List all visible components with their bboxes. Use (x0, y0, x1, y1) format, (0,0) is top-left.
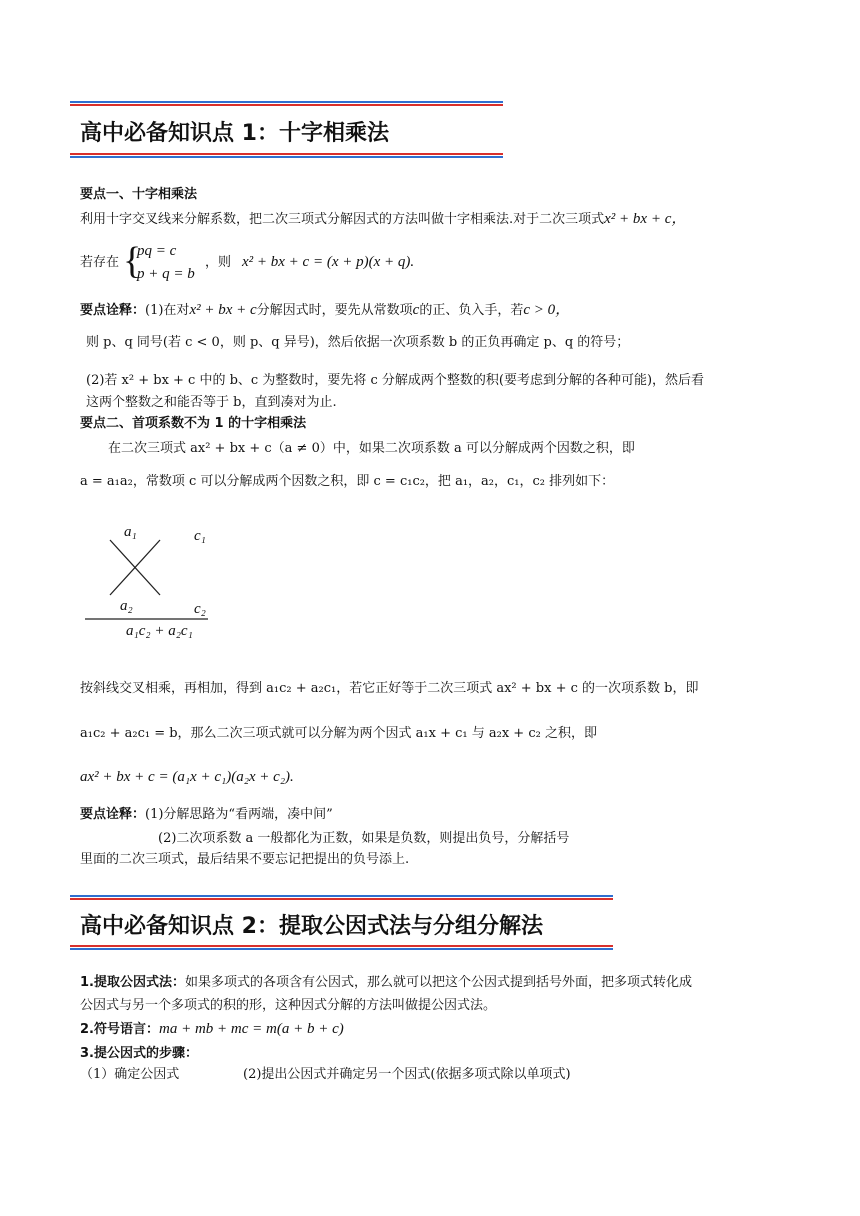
note3-line1 (80, 806, 333, 824)
diagram-a1: a₁ (124, 524, 137, 540)
note1-expr: x² + bx + c (189, 302, 257, 318)
note3-line3: 里面的二次三项式，最后结果不要忘记把提出的负号添上. (80, 852, 410, 867)
note1-e: c > 0， (523, 302, 571, 318)
item1-line2: 公因式与另一个多项式的积的形，这种因式分解的方法叫做提公因式法。 (80, 998, 497, 1013)
note1-line2: 则 p、q 同号(若 c < 0，则 p、q 异号)，然后依据一次项系数 b 的正负再确定 p、q 的符号； (86, 335, 630, 350)
item1-label: 1.提取公因式法： (80, 975, 185, 990)
system-eq2: p + q = b (137, 266, 195, 282)
step2: (2)提出公因式并确定另一个因式(依据多项式除以单项式) (243, 1067, 571, 1082)
note1-line1 (80, 301, 570, 320)
item1-line1 (80, 974, 692, 992)
note2-line1: (2)若 x² + bx + c 中的 b、c 为整数时，要先将 c 分解成两个整数的积(要考虑到分解的各种可能)，然后看 (86, 373, 705, 388)
step1: （1）确定公因式 (80, 1067, 180, 1082)
note1-a: (1)在对 (145, 303, 190, 318)
item2-line (80, 1020, 344, 1039)
point1-line1-text: 利用十字交叉线来分解系数，把二次三项式分解因式的方法叫做十字相乘法.对于二次三项式 (80, 212, 605, 227)
note3-label: 要点诠释： (80, 807, 146, 822)
cross-line1: 按斜线交叉相乘，再相加，得到 a₁c₂ + a₂c₁，若它正好等于二次三项式 ax² + bx + c 的一次项系数 b，即 (80, 681, 699, 696)
system-eq1: pq = c (137, 243, 177, 259)
note1-b: 分解因式时，要先从常数项 (256, 303, 413, 318)
point2-line2: a = a₁a₂，常数项 c 可以分解成两个因数之积，即 c = c₁c₂，把 a₁，a₂，c₁，c₂ 排列如下： (80, 474, 615, 489)
cross-line2: a₁c₂ + a₂c₁ = b，那么二次三项式就可以分解为两个因式 a₁x + c₁ 与 a₂x + c₂ 之积，即 (80, 726, 597, 741)
point2-heading: 要点二、首项系数不为 1 的十字相乘法 (80, 416, 307, 431)
diagram-c2: c₂ (194, 601, 206, 617)
title-bar-bottom (70, 153, 503, 158)
note1-c: c (412, 302, 420, 318)
item3-label: 3.提公因式的步骤： (80, 1046, 198, 1061)
note3-line2: (2)二次项系数 a 一般都化为正数，如果是负数，则提出负号，分解括号 (158, 831, 570, 846)
cross-line3: ax² + bx + c = (a₁x + c₁)(a₂x + c₂). (80, 769, 294, 785)
section2-title: 高中必备知识点 2：提取公因式法与分组分解法 (80, 914, 543, 939)
note-label: 要点诠释： (80, 303, 146, 318)
point1-exist-label: 若存在 (80, 255, 120, 270)
title2-bar-bottom (70, 945, 613, 950)
title-bar-top (70, 101, 503, 106)
point1-line1 (80, 210, 686, 229)
section1-title: 高中必备知识点 1：十字相乘法 (80, 121, 389, 146)
note1-d: 的正、负入手，若 (419, 303, 524, 318)
factor-result: x² + bx + c = (x + p)(x + q). (242, 254, 415, 270)
item2-expr: ma + mb + mc = m(a + b + c) (158, 1021, 344, 1037)
note2-line2: 这两个整数之和能否等于 b，直到凑对为止. (86, 395, 337, 410)
point1-heading: 要点一、十字相乘法 (80, 187, 198, 202)
point2-line1: 在二次三项式 ax² + bx + c（a ≠ 0）中，如果二次项系数 a 可以分解成两个因数之积，即 (108, 441, 635, 456)
then-label: ，则 (205, 255, 232, 270)
diagram-sum: a₁c₂ + a₂c₁ (126, 623, 193, 639)
system-brace: { (123, 240, 142, 282)
point1-line1-expr: x² + bx + c， (604, 211, 687, 227)
diagram-a2: a₂ (120, 598, 133, 614)
item1-text: 如果多项式的各项含有公因式，那么就可以把这个公因式提到括号外面，把多项式转化成 (184, 975, 692, 990)
item2-label: 2.符号语言： (80, 1022, 159, 1037)
note3-line1-text: (1)分解思路为“看两端，凑中间” (145, 807, 333, 822)
title2-bar-top (70, 895, 613, 900)
diagram-c1: c₁ (194, 528, 206, 544)
